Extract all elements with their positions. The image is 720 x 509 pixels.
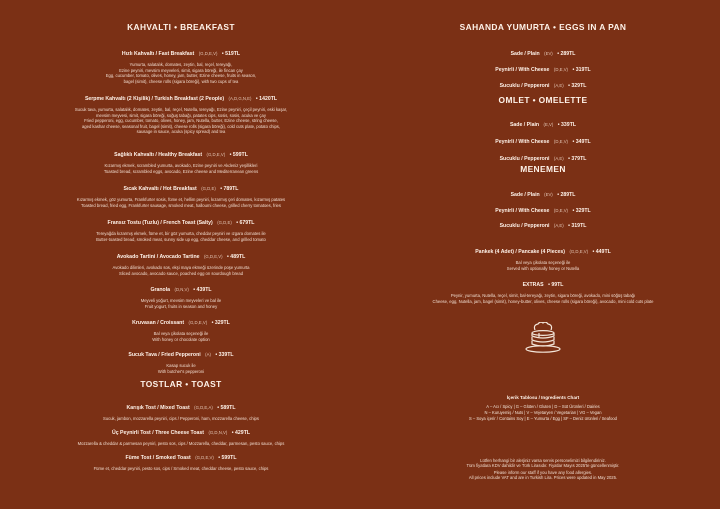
item-desc: Sliced avocado, avocado sauce, poached egg on sourdough bread (118, 270, 244, 276)
extras-item (378, 273, 708, 304)
breakfast-item (12, 177, 350, 208)
item-code: (D,N,V) (174, 287, 189, 292)
item-code: (EV) (544, 192, 553, 197)
item-desc: Bal veya çikolata seçeneği ile (153, 331, 209, 336)
item-code: (D,E,V) (553, 139, 568, 144)
item-desc: Toasted bread, scrambled eggs, avocado, Ezine cheese and Mediterranean greens (103, 168, 259, 174)
extras-name: EXTRAS (522, 282, 544, 288)
item-code: (D,E,V) (553, 208, 568, 213)
item-desc: Egg, cucumber, tomato, olives, honey, jam, butter, Ezine cheese, fruits in season, (105, 73, 257, 79)
extras-desc-en: Cheese, egg, Nutella, jam, bagel (simit), honey-butter, olives, cheese rolls (sigara böreği), avocado, mini cold cuts plate (432, 298, 654, 304)
pancake-svg (521, 322, 565, 356)
item-code: (G,D,E) (201, 186, 216, 191)
item-name: Füme Tost / Smoked Toast (125, 455, 191, 461)
item-name: Hızlı Kahvaltı / Fast Breakfast (121, 51, 195, 57)
item-desc: With honey or chocolate option (152, 336, 210, 342)
item-code: (G,D,E,V) (569, 249, 589, 254)
toast-title: TOSTLAR • TOAST (140, 379, 222, 389)
item-price: • 449TL (592, 249, 611, 255)
item-code: (G,D,E,V) (188, 320, 208, 325)
item-desc: sausage in sauce, acuka (spicy spread) and tea (136, 129, 226, 135)
breakfast-item (12, 278, 350, 309)
item-name: Peynirli / With Cheese (495, 67, 550, 73)
item-code: (G,D,N,V) (208, 430, 228, 435)
item-code: (G,D,E,V) (206, 152, 226, 157)
item-price: • 329TL (572, 208, 591, 214)
item-code: (G,D,E,V) (203, 254, 223, 259)
eggs-title: SAHANDA YUMURTA • EGGS IN A PAN (459, 22, 627, 32)
omelette-item (378, 113, 708, 131)
egg-item (378, 74, 708, 92)
item-desc: aged kashar cheese, seasonal fruit, bagel (simit), cheese rolls (sigara böreği), cold cuts plate, potato chips, (81, 123, 281, 129)
item-desc: Avokado dilimleri, avokado sos, ekşi maya ekmeği üzerinde poşe yumurta (112, 265, 250, 270)
item-name: Kruvasan / Croissant (132, 320, 185, 326)
item-name: Sağlıklı Kahvaltı / Healthy Breakfast (114, 152, 203, 158)
item-code: (A,D,G,N,E) (228, 96, 252, 101)
item-name: Sade / Plain (510, 51, 540, 57)
item-name: Sucuklu / Pepperoni (499, 223, 550, 229)
item-price: • 339TL (215, 352, 234, 358)
item-price: • 319TL (568, 223, 587, 229)
item-desc: Kızarmış ekmek, göz yumurta, Frankfurter sosis, füme et, hellim peyniri, kızarmış çeri domates, kızarmış patates (76, 197, 286, 202)
breakfast-item (12, 42, 350, 84)
item-name: Üç Peynirli Tost / Three Cheese Toast (111, 430, 205, 436)
item-desc: Fruit yogurt, fruits in season and honey (144, 303, 218, 309)
menemen-item (378, 214, 708, 232)
pancake-item (378, 240, 708, 271)
item-desc: Butter-toasted bread, smoked meat, sunny side up egg, cheddar cheese, and grilled tomato (96, 236, 266, 242)
toast-item (12, 421, 350, 447)
item-desc-en: Served with optionally honey or Nutella (506, 265, 580, 271)
item-name: Fransız Tostu (Tuzlu) / French Toast (Salty) (107, 220, 213, 226)
toast-item (12, 396, 350, 422)
ingredients-chart-title: İçerik Tablosu / Ingredients Chart (506, 395, 580, 400)
item-price: • 589TL (217, 405, 236, 411)
item-price: • 489TL (227, 254, 246, 260)
right-column (378, 0, 708, 509)
item-code: (G,D,E,A) (194, 405, 213, 410)
item-desc-tr: Bal veya çikolata seçeneği ile (515, 260, 571, 265)
item-name: Serpme Kahvaltı (2 Kişilik) / Turkish Breakfast (2 People) (84, 96, 225, 102)
toast-item (12, 446, 350, 472)
breakfast-item (12, 311, 350, 342)
item-price: • 289TL (557, 192, 576, 198)
chart-line: A – Acı / Spicy | G – Glüten / Gluten | D – Süt Ürünleri / Dairies (486, 404, 600, 409)
menemen-title: MENEMEN (520, 164, 566, 174)
omelette-title: OMLET • OMELETTE (498, 95, 588, 105)
breakfast-item (12, 245, 350, 276)
item-code: (G,D,E) (217, 220, 232, 225)
item-desc: Kızarmış ekmek, scrambled yumurta, avokado, Ezine peyniri ve Akdeniz yeşillikleri (104, 163, 258, 168)
item-price: • 439TL (193, 287, 212, 293)
item-name: Sucuklu / Pepperoni (499, 156, 550, 162)
item-name: Peynirli / With Cheese (495, 139, 550, 145)
ingredients-chart (378, 404, 708, 422)
item-name: Sade / Plain (510, 192, 540, 198)
item-price: • 319TL (572, 67, 591, 73)
item-desc: Meyveli yoğurt, mevsim meyveleri ve bal ile (140, 298, 222, 303)
item-code: (G,D,E,V) (198, 51, 218, 56)
item-name: Peynirli / With Cheese (495, 208, 550, 214)
item-price: • 429TL (231, 430, 251, 436)
chart-line: S – Soya içerir / Contains Soy | E – Yumurta / Egg | SF – Deniz ürünleri / Seafood (469, 416, 617, 421)
item-code: (A,E) (553, 83, 564, 88)
item-code: (G,D,E,V) (195, 455, 214, 460)
left-column (12, 0, 350, 509)
item-desc: Sucuk, jambon, mozzarella peyniri, cips / Pepperoni, ham, mozzarella cheese, chips (103, 416, 259, 421)
footer-line: Lütfen herhangi bir alerjiniz varsa servis personelimizi bilgilendiriniz. (480, 458, 606, 463)
item-desc: With butcher's pepperoni (157, 368, 205, 374)
item-name: Sade / Plain (509, 122, 540, 128)
item-price: • 789TL (220, 186, 239, 192)
item-desc: Fried pepperoni, egg, cucumber, tomato, olives, honey, jam, Nutella, butter, Ezine cheese, string cheese, (84, 118, 278, 124)
item-name: Sıcak Kahvaltı / Hot Breakfast (123, 186, 197, 192)
extras-desc-tr: Peynir, yumurta, Nutella, reçel, simit, bal-tereyağı, zeytin, sigara böreği, avokado, mini söğüş tabağı (450, 293, 636, 298)
pancake-stack-icon (378, 322, 708, 361)
item-desc: Sucuk tava, yumurta, salatalık, domates, zeytin, bal, reçel, Nutella, tereyağı, Ezine peyniri, çeçil peyniri, eski kaşar, (74, 107, 288, 112)
item-name: Sucuk Tava / Fried Pepperoni (128, 352, 201, 358)
item-desc: Füme et, cheddar peyniri, pesto sos, cips / Smoked meat, cheddar cheese, pesto sauce, chips (93, 466, 269, 471)
omelette-item (378, 130, 708, 148)
item-desc: Ezine peyniri, mevsim meyveleri, simit, sigara böreği, ile fincan çay (119, 67, 243, 73)
item-price: • 599TL (218, 455, 237, 461)
item-desc: Tereyağda kızarmış ekmek, füme et, bir göz yumurta, cheddar peyniri ve ızgara domates ile (96, 231, 266, 236)
footer-line: Please inform our staff if you have any food allergies. (493, 469, 593, 475)
item-price: • 329TL (568, 83, 587, 89)
item-name: Granola (150, 287, 171, 293)
item-code: (D,E,V) (553, 67, 568, 72)
item-desc: Toasted bread, fried egg, Frankfurter sausage, smoked meat, halloumi cheese, grilled cherry tomatoes, fries (81, 202, 281, 208)
extras-price: • 99TL (548, 282, 564, 288)
item-price: • 339TL (557, 122, 577, 128)
item-name: Karışık Tost / Mixed Toast (126, 405, 190, 411)
item-price: • 679TL (236, 220, 255, 226)
item-code: (EV) (544, 51, 553, 56)
item-name: Avokado Tartini / Avocado Tartine (116, 254, 200, 260)
item-name: Pankek (4 Adet) / Pancake (4 Pieces) (475, 249, 565, 255)
item-code: (A,E) (553, 156, 564, 161)
item-desc: mevsim meyvesi, simit, sigara böreği, soğuş tabağı, patates cips, sosis, sosis, acuka ve çay (96, 112, 266, 118)
item-code: (A) (205, 352, 211, 357)
item-desc: bagel (simit), cheese rolls (sigara böreği), with two cups of tea (123, 78, 239, 84)
item-price: • 349TL (572, 139, 591, 145)
chart-line: N – Kuruyemiş / Nuts | V – Vejetaryen / Vegetarian | VG – Vegan (484, 410, 602, 415)
breakfast-title: KAHVALTI • BREAKFAST (127, 22, 235, 32)
item-price: • 289TL (557, 51, 576, 57)
breakfast-item (12, 211, 350, 242)
omelette-item (378, 147, 708, 165)
breakfast-item (12, 343, 350, 374)
item-code: (E,V) (543, 122, 554, 127)
item-price: • 519TL (221, 51, 241, 57)
item-desc: Mozzarella & cheddar & parmesan peyniri, pesto sos, cips / Mozzarella, cheddar, parmesan, pesto sauce, chips (77, 441, 285, 446)
footer-line: Tüm fiyatlara KDV dahildir ve Türk Lirasıdır. Fiyatlar Mayıs 2025'te güncellenmiştir. (466, 463, 620, 469)
footer-notes (378, 458, 708, 481)
item-price: • 379TL (568, 156, 587, 162)
breakfast-item (12, 87, 350, 135)
footer-line: All prices include VAT and are in Turkish Lira. Prices were updated in May 2025. (468, 475, 618, 481)
item-desc: Yumurta, salatalık, domates, zeytin, bal, reçel, tereyağı, (129, 62, 233, 67)
item-name: Sucuklu / Pepperoni (499, 83, 550, 89)
item-price: • 329TL (211, 320, 230, 326)
item-desc: Kasap sucuk ile (166, 363, 196, 368)
breakfast-item (12, 143, 350, 174)
item-code: (A,E) (553, 223, 564, 228)
item-price: • 1420TL (255, 96, 278, 102)
item-price: • 599TL (229, 152, 248, 158)
